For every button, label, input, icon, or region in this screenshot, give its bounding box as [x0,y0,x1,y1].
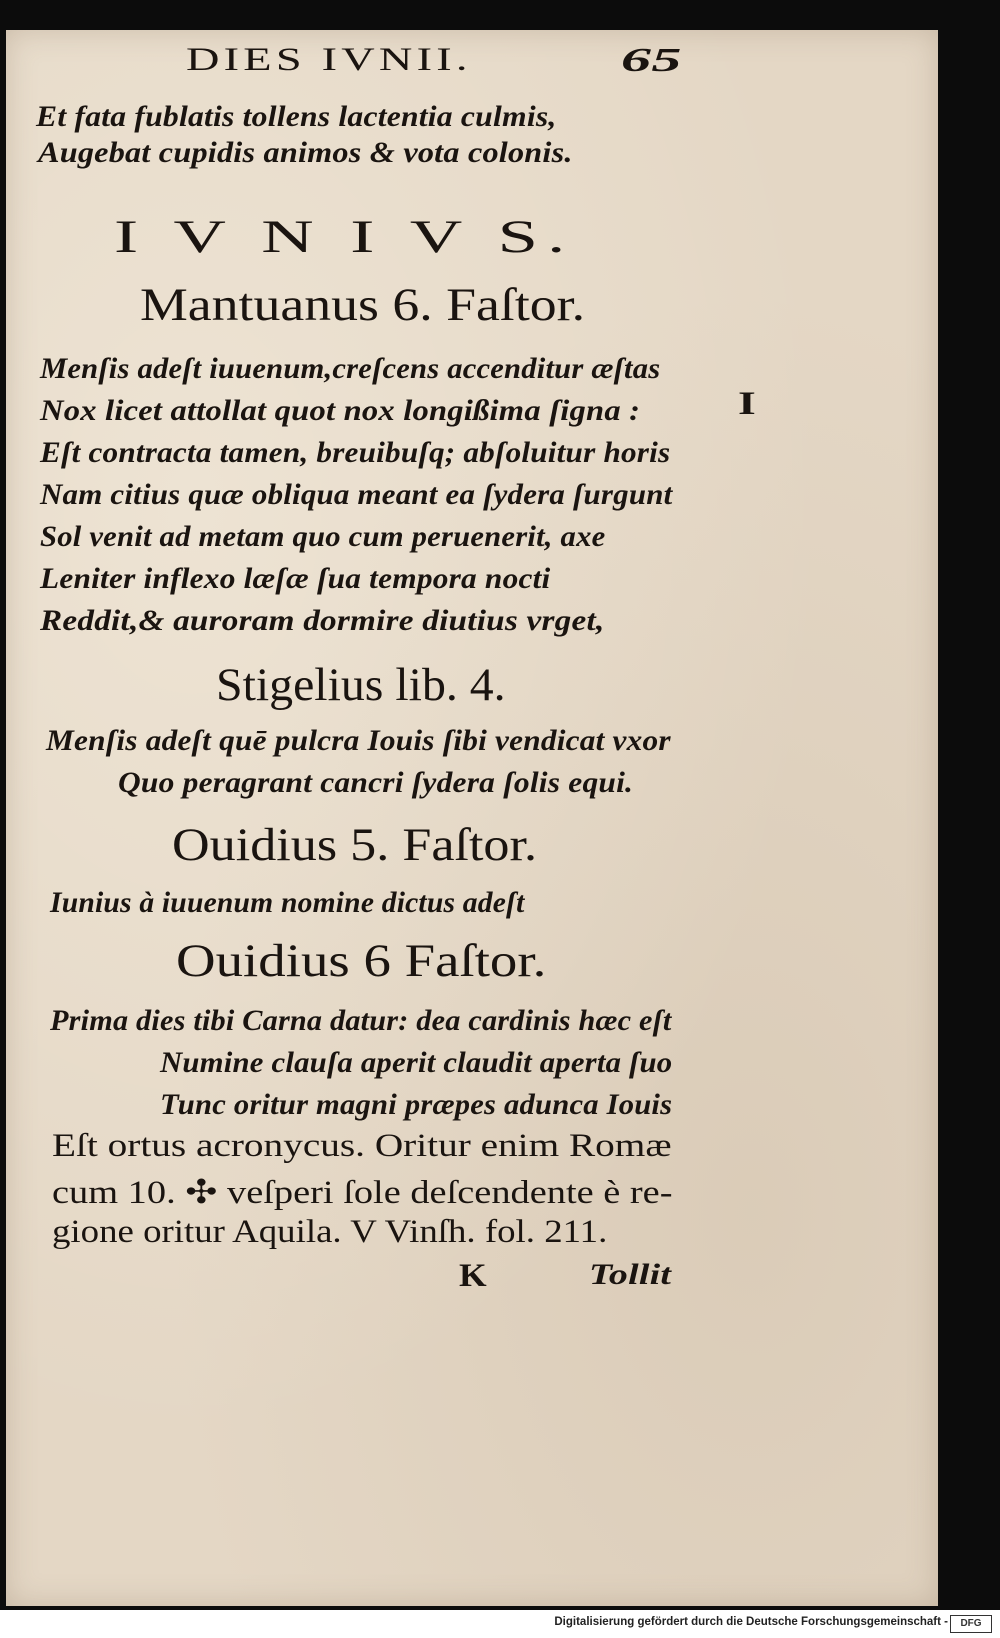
footer-bar [0,1610,1000,1638]
margin-mark: I [738,386,756,422]
verse-line: Nox licet attollat quot nox longißima ſigna : [40,394,641,427]
verse-line: Leniter inflexo læſæ ſua tempora nocti [40,562,551,595]
section-heading: Stigelius lib. 4. [216,659,506,711]
verse-line: Numine clauſa aperit claudit aperta ſuo [160,1046,673,1079]
verse-line: Reddit,& auroram dormire diutius vrget, [40,604,605,637]
verse-line: Augebat cupidis animos & vota colonis. [38,136,573,169]
section-heading: Mantuanus 6. Faſtor. [140,279,586,331]
funding-credit: Digitalisierung gefördert durch die Deutsche Forschungsgemeinschaft - [554,1616,948,1628]
verse-line: Prima dies tibi Carna datur: dea cardinis hæc eſt [50,1004,672,1037]
section-heading: Ouidius 5. Faſtor. [172,819,538,871]
signature-mark: K [459,1258,487,1294]
verse-line: Iunius à iuuenum nomine dictus adeſt [50,886,525,919]
verse-line: Menſis adeſt quē pulcra Iouis ſibi vendicat vxor [46,724,671,757]
prose-line: Eſt ortus acronycus. Oritur enim Romæ [52,1128,672,1164]
verse-line: Menſis adeſt iuuenum,creſcens accenditur æſtas [40,352,661,385]
prose-line: cum 10. ✣ veſperi ſole deſcendente è re- [52,1175,673,1211]
book-page [6,30,938,1606]
verse-line: Et fata fublatis tollens lactentia culmis, [36,100,557,133]
verse-line: Nam citius quæ obliqua meant ea ſydera ſurgunt [40,478,673,511]
verse-line: Sol venit ad metam quo cum peruenerit, axe [40,520,606,553]
catchword: Tollit [589,1258,672,1291]
verse-line: Tunc oritur magni præpes adunca Iouis [160,1088,673,1121]
verse-line: Quo peragrant cancri ſydera ſolis equi. [118,766,634,799]
month-title: I V N I V S. [114,211,575,263]
verse-line: Eſt contracta tamen, breuibuſq; abſoluitur horis [40,436,671,469]
running-title: DIES IVNII. [186,42,472,78]
prose-line: gione oritur Aquila. V Vinſh. fol. 211. [52,1214,608,1250]
dfg-logo: DFG [950,1615,992,1633]
section-heading: Ouidius 6 Faſtor. [176,935,547,987]
page-number: 65 [621,42,682,79]
